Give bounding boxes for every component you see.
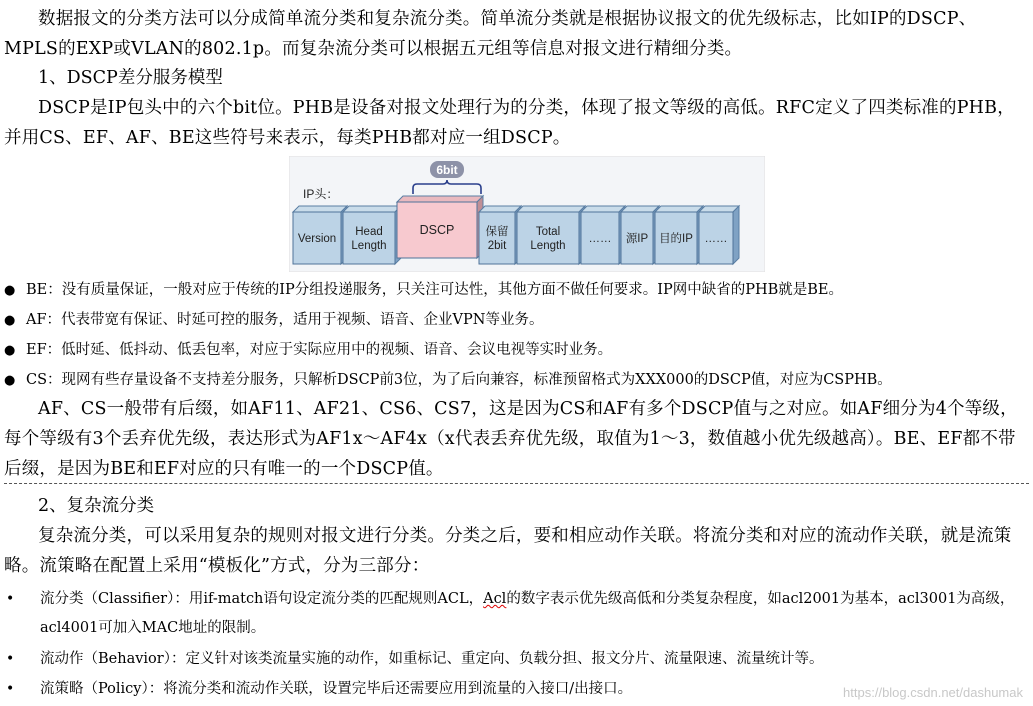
field-label-3: 保留 2bit <box>485 226 509 252</box>
bullet-dot: ● <box>4 313 16 328</box>
field-cube-4 <box>517 206 585 264</box>
section2-paragraph: 复杂流分类，可以采用复杂的规则对报文进行分类。分类之后，要和相应动作关联。将流分类和对应的流动作关联，就是流策略。流策略在配置上采用“模板化”方式，分为三部分： <box>4 526 1012 576</box>
field-label-1: Head Length <box>351 226 387 252</box>
item-classifier-text-pre: 流分类（Classifier）：用if-match语句设定流分类的匹配规则ACL， <box>40 591 484 607</box>
bullet-dot: ● <box>4 373 16 388</box>
intro-paragraph: 数据报文的分类方法可以分成简单流分类和复杂流分类。简单流分类就是根据协议报文的优先级标志，比如IP的DSCP、MPLS的EXP或VLAN的802.1p。而复杂流分类可以根据五元组等信息对报文进行精细分类。 <box>4 9 977 59</box>
item-classifier <box>4 585 1029 643</box>
item-dot: • <box>6 681 15 697</box>
field-label-5: …… <box>588 233 612 245</box>
section1-heading: 1、DSCP差分服务模型 <box>38 68 223 88</box>
bullet-af-text: AF：代表带宽有保证、时延可控的服务，适用于视频、语音、企业VPN等业务。 <box>26 312 544 328</box>
six-bit-label: 6bit <box>436 163 458 177</box>
field-cube-0 <box>293 206 347 264</box>
section2-heading: 2、复杂流分类 <box>38 496 155 516</box>
bullet-dot: ● <box>4 283 16 298</box>
field-cube-5 <box>581 206 625 264</box>
field-label-4: Total Length <box>530 226 566 252</box>
field-cube-2 <box>397 196 483 258</box>
dashed-divider <box>4 483 1029 484</box>
field-cube-7 <box>655 206 703 264</box>
field-cube-3 <box>479 206 521 264</box>
field-cube-6 <box>621 206 659 264</box>
field-label-7: 目的IP <box>659 233 693 245</box>
item-dot: • <box>6 651 15 667</box>
bullet-cs <box>4 367 1029 394</box>
bullet-dot: ● <box>4 343 16 358</box>
field-cube-8 <box>699 206 739 264</box>
bullet-ef-text: EF：低时延、低抖动、低丢包率，对应于实际应用中的视频、语音、会议电视等实时业务。 <box>26 342 613 358</box>
field-label-6: 源IP <box>625 233 649 245</box>
six-bit-badge <box>430 161 464 178</box>
field-cube-1 <box>343 206 401 264</box>
field-label-0: Version <box>297 233 337 245</box>
item-classifier-text-post: 的数字表示优先级高低和分类复杂程度，如acl2001为基本，acl3001为高级，acl4001可加入MAC地址的限制。 <box>40 591 1015 636</box>
acl-spellcheck-word: Acl <box>483 591 507 607</box>
item-policy-text: 流策略（Policy）：将流分类和流动作关联，设置完毕后还需要应用到流量的入接口/出接口。 <box>40 681 633 697</box>
bullet-be <box>4 277 1029 304</box>
bullet-be-text: BE：没有质量保证，一般对应于传统的IP分组投递服务，只关注可达性，其他方面不做任何要求。IP网中缺省的PHB就是BE。 <box>26 282 844 298</box>
watermark: https://blog.csdn.net/dashumak <box>843 685 1023 700</box>
section1-paragraph2: AF、CS一般带有后缀，如AF11、AF21、CS6、CS7，这是因为CS和AF有多个DSCP值与之对应。如AF细分为4个等级，每个等级有3个丢弃优先级，表达形式为AF1x～AF4x（x代表丢弃优先级，取值为1～3，数值越小优先级越高）。BE、EF都不带后缀，是因为BE和EF对应的只有唯一的一个DSCP值。 <box>4 399 1018 479</box>
bullet-cs-text: CS：现网有些存量设备不支持差分服务，只解析DSCP前3位，为了后向兼容，标准预留格式为XXX000的DSCP值，对应为CSPHB。 <box>26 372 892 388</box>
item-dot: • <box>6 591 15 607</box>
item-behavior <box>4 645 1029 674</box>
field-cubes <box>293 196 739 264</box>
ip-header-figure <box>289 156 765 272</box>
ip-header-label: IP头： <box>303 187 339 201</box>
bullet-ef <box>4 337 1029 364</box>
field-label-2: DSCP <box>419 223 455 237</box>
bullet-af <box>4 307 1029 334</box>
item-behavior-text: 流动作（Behavior）：定义针对该类流量实施的动作，如重标记、重定向、负载分担、报文分片、流量限速、流量统计等。 <box>40 651 824 667</box>
section1-paragraph: DSCP是IP包头中的六个bit位。PHB是设备对报文处理行为的分类，体现了报文等级的高低。RFC定义了四类标准的PHB，并用CS、EF、AF、BE这些符号来表示，每类PHB都对应一组DSCP。 <box>4 98 1015 148</box>
field-label-8: …… <box>704 233 728 245</box>
